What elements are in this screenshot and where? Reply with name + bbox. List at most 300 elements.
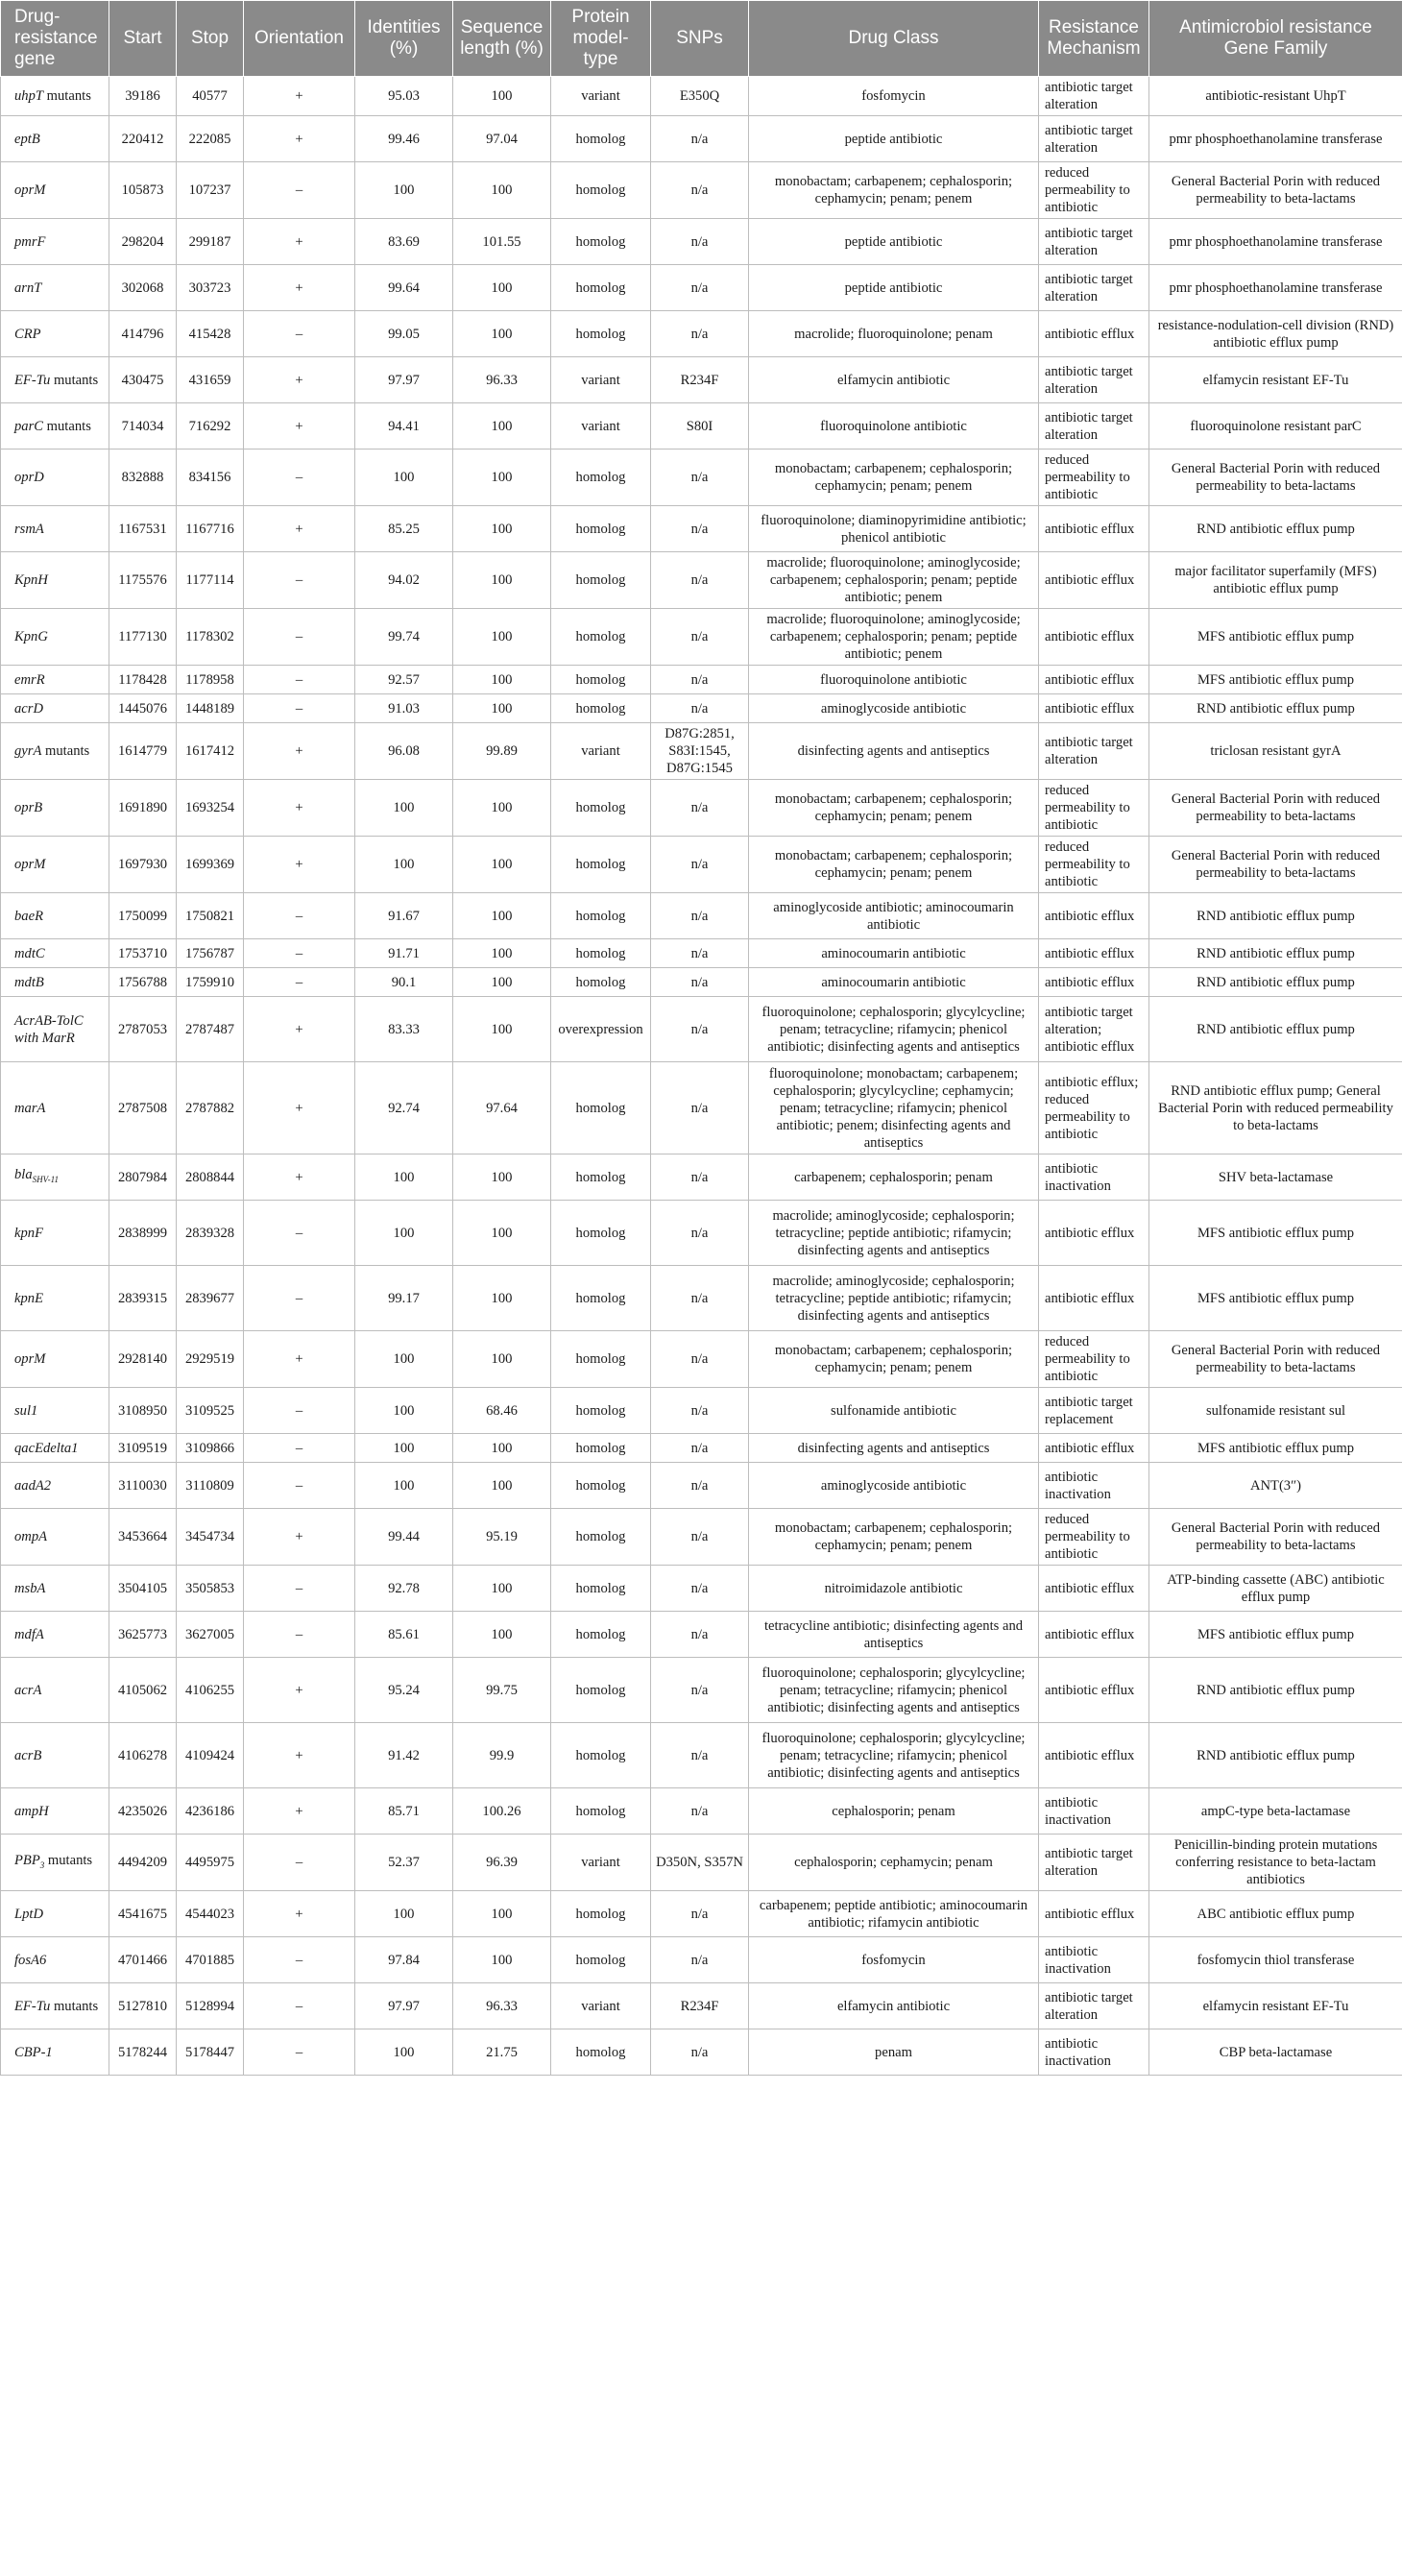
drug-class-cell: macrolide; fluoroquinolone; aminoglycoside; carbapenem; cephalosporin; penam; peptide antibiotic; penem (749, 609, 1039, 666)
orientation-cell: + (244, 1723, 355, 1788)
sequence-length-cell: 101.55 (453, 219, 551, 265)
gene-cell (1, 219, 109, 265)
orientation-cell: + (244, 780, 355, 837)
model-type-cell: homolog (551, 1658, 651, 1723)
model-type-cell: homolog (551, 1612, 651, 1658)
gene-name: KpnG (14, 629, 48, 644)
drug-class-cell: peptide antibiotic (749, 265, 1039, 311)
gene-family-cell: antibiotic-resistant UhpT (1149, 77, 1402, 116)
identities-cell: 95.24 (355, 1658, 453, 1723)
table-row (1, 116, 1402, 162)
mechanism-cell: antibiotic efflux (1039, 1658, 1149, 1723)
model-type-cell: homolog (551, 1509, 651, 1566)
sequence-length-cell: 97.64 (453, 1062, 551, 1154)
identities-cell: 83.33 (355, 997, 453, 1062)
mechanism-cell: antibiotic inactivation (1039, 1463, 1149, 1509)
gene-cell (1, 1434, 109, 1463)
orientation-cell: – (244, 1566, 355, 1612)
start-cell: 1753710 (109, 939, 177, 968)
drug-class-cell: nitroimidazole antibiotic (749, 1566, 1039, 1612)
start-cell: 3504105 (109, 1566, 177, 1612)
gene-cell (1, 1062, 109, 1154)
identities-cell: 99.05 (355, 311, 453, 357)
sequence-length-cell: 100 (453, 837, 551, 893)
identities-cell: 100 (355, 780, 453, 837)
sequence-length-cell: 21.75 (453, 2029, 551, 2076)
drug-class-cell: aminoglycoside antibiotic (749, 694, 1039, 723)
model-type-cell: homolog (551, 1266, 651, 1331)
gene-cell (1, 837, 109, 893)
sequence-length-cell: 100 (453, 1612, 551, 1658)
mechanism-cell: reduced permeability to antibiotic (1039, 450, 1149, 506)
table-row (1, 1788, 1402, 1835)
start-cell: 220412 (109, 116, 177, 162)
gene-cell (1, 1723, 109, 1788)
orientation-cell: – (244, 1434, 355, 1463)
gene-family-cell: General Bacterial Porin with reduced permeability to beta-lactams (1149, 780, 1402, 837)
identities-cell: 90.1 (355, 968, 453, 997)
orientation-cell: – (244, 666, 355, 694)
snps-cell: n/a (651, 265, 749, 311)
table-row (1, 403, 1402, 450)
gene-name: acrD (14, 700, 43, 717)
identities-cell: 91.42 (355, 1723, 453, 1788)
start-cell: 430475 (109, 357, 177, 403)
identities-cell: 91.03 (355, 694, 453, 723)
mechanism-cell: antibiotic efflux (1039, 1266, 1149, 1331)
drug-class-cell: carbapenem; cephalosporin; penam (749, 1154, 1039, 1201)
start-cell: 1175576 (109, 552, 177, 609)
stop-cell: 303723 (177, 265, 244, 311)
snps-cell: n/a (651, 1154, 749, 1201)
start-cell: 5178244 (109, 2029, 177, 2076)
start-cell: 4701466 (109, 1937, 177, 1983)
model-type-cell: homolog (551, 1937, 651, 1983)
gene-cell (1, 666, 109, 694)
start-cell: 2807984 (109, 1154, 177, 1201)
drug-class-cell: tetracycline antibiotic; disinfecting agents and antiseptics (749, 1612, 1039, 1658)
mechanism-cell: antibiotic target alteration (1039, 219, 1149, 265)
drug-class-cell: cephalosporin; cephamycin; penam (749, 1835, 1039, 1891)
model-type-cell: homolog (551, 2029, 651, 2076)
table-row (1, 997, 1402, 1062)
gene-name: ompA (14, 1529, 48, 1544)
snps-cell: n/a (651, 1463, 749, 1509)
sequence-length-cell: 100 (453, 893, 551, 939)
table-row (1, 1566, 1402, 1612)
drug-class-cell: sulfonamide antibiotic (749, 1388, 1039, 1434)
gene-name: bla (14, 1167, 33, 1183)
stop-cell: 1699369 (177, 837, 244, 893)
gene-name: msbA (14, 1580, 46, 1596)
drug-class-cell: macrolide; fluoroquinolone; aminoglycoside; carbapenem; cephalosporin; penam; peptide antibiotic; penem (749, 552, 1039, 609)
snps-cell: n/a (651, 162, 749, 219)
identities-cell: 100 (355, 1154, 453, 1201)
mechanism-cell: antibiotic target alteration (1039, 77, 1149, 116)
drug-class-cell: monobactam; carbapenem; cephalosporin; cephamycin; penam; penem (749, 837, 1039, 893)
drug-class-cell: fluoroquinolone; cephalosporin; glycylcycline; penam; tetracycline; rifamycin; phenicol antibiotic; disinfecting agents and antiseptics (749, 997, 1039, 1062)
snps-cell: n/a (651, 968, 749, 997)
gene-cell (1, 552, 109, 609)
identities-cell: 99.46 (355, 116, 453, 162)
gene-cell (1, 723, 109, 780)
orientation-cell: + (244, 997, 355, 1062)
drug-class-cell: aminocoumarin antibiotic (749, 968, 1039, 997)
sequence-length-cell: 99.89 (453, 723, 551, 780)
start-cell: 302068 (109, 265, 177, 311)
mechanism-cell: antibiotic target alteration; antibiotic efflux (1039, 997, 1149, 1062)
mechanism-cell: reduced permeability to antibiotic (1039, 780, 1149, 837)
identities-cell: 97.97 (355, 1983, 453, 2029)
drug-class-cell: disinfecting agents and antiseptics (749, 1434, 1039, 1463)
stop-cell: 1759910 (177, 968, 244, 997)
sequence-length-cell: 100 (453, 1891, 551, 1937)
stop-cell: 1750821 (177, 893, 244, 939)
snps-cell: R234F (651, 1983, 749, 2029)
snps-cell: n/a (651, 311, 749, 357)
drug-class-cell: aminoglycoside antibiotic (749, 1463, 1039, 1509)
stop-cell: 4106255 (177, 1658, 244, 1723)
snps-cell: n/a (651, 1434, 749, 1463)
gene-name: pmrF (14, 233, 46, 250)
gene-name: mdfA (14, 1626, 44, 1642)
mechanism-cell: antibiotic efflux (1039, 1612, 1149, 1658)
table-row (1, 265, 1402, 311)
model-type-cell: homolog (551, 1788, 651, 1835)
gene-name: qacEdelta1 (14, 1440, 79, 1456)
identities-cell: 99.44 (355, 1509, 453, 1566)
mechanism-cell: antibiotic efflux; reduced permeability to antibiotic (1039, 1062, 1149, 1154)
gene-family-cell: RND antibiotic efflux pump (1149, 1723, 1402, 1788)
start-cell: 1750099 (109, 893, 177, 939)
gene-cell (1, 1388, 109, 1434)
sequence-length-cell: 100 (453, 552, 551, 609)
gene-cell (1, 694, 109, 723)
sequence-length-cell: 100.26 (453, 1788, 551, 1835)
table-row (1, 311, 1402, 357)
gene-cell (1, 311, 109, 357)
sequence-length-cell: 100 (453, 1154, 551, 1201)
mechanism-cell: antibiotic efflux (1039, 939, 1149, 968)
gene-suffix: mutants (43, 88, 91, 104)
start-cell: 2839315 (109, 1266, 177, 1331)
orientation-cell: + (244, 837, 355, 893)
stop-cell: 2839677 (177, 1266, 244, 1331)
stop-cell: 3109525 (177, 1388, 244, 1434)
stop-cell: 716292 (177, 403, 244, 450)
gene-name: parC (14, 418, 44, 434)
table-row (1, 450, 1402, 506)
orientation-cell: + (244, 1154, 355, 1201)
table-row (1, 609, 1402, 666)
identities-cell: 94.41 (355, 403, 453, 450)
table-row (1, 1891, 1402, 1937)
gene-family-cell: pmr phosphoethanolamine transferase (1149, 265, 1402, 311)
start-cell: 3109519 (109, 1434, 177, 1463)
gene-cell (1, 1266, 109, 1331)
gene-cell (1, 997, 109, 1062)
gene-cell (1, 893, 109, 939)
orientation-cell: + (244, 1331, 355, 1388)
sequence-length-cell: 96.39 (453, 1835, 551, 1891)
snps-cell: n/a (651, 1331, 749, 1388)
orientation-cell: – (244, 939, 355, 968)
stop-cell: 5178447 (177, 2029, 244, 2076)
model-type-cell: variant (551, 1983, 651, 2029)
model-type-cell: variant (551, 403, 651, 450)
identities-cell: 92.74 (355, 1062, 453, 1154)
drug-class-cell: fluoroquinolone; diaminopyrimidine antibiotic; phenicol antibiotic (749, 506, 1039, 552)
sequence-length-cell: 100 (453, 506, 551, 552)
gene-name: emrR (14, 671, 45, 688)
snps-cell: n/a (651, 609, 749, 666)
identities-cell: 100 (355, 1891, 453, 1937)
gene-family-cell: General Bacterial Porin with reduced permeability to beta-lactams (1149, 1331, 1402, 1388)
sequence-length-cell: 100 (453, 403, 551, 450)
gene-subscript: SHV-11 (32, 1174, 59, 1184)
gene-cell (1, 506, 109, 552)
stop-cell: 1448189 (177, 694, 244, 723)
mechanism-cell: antibiotic target alteration (1039, 1835, 1149, 1891)
gene-family-cell: RND antibiotic efflux pump (1149, 997, 1402, 1062)
gene-family-cell: RND antibiotic efflux pump; General Bacterial Porin with reduced permeability to beta-lactams (1149, 1062, 1402, 1154)
gene-name: KpnH (14, 572, 48, 588)
drug-class-cell: monobactam; carbapenem; cephalosporin; cephamycin; penam; penem (749, 780, 1039, 837)
identities-cell: 100 (355, 2029, 453, 2076)
sequence-length-cell: 100 (453, 997, 551, 1062)
model-type-cell: homolog (551, 666, 651, 694)
gene-cell (1, 450, 109, 506)
table-row (1, 1835, 1402, 1891)
model-type-cell: homolog (551, 1566, 651, 1612)
gene-name: sul1 (14, 1402, 38, 1419)
identities-cell: 85.61 (355, 1612, 453, 1658)
snps-cell: n/a (651, 2029, 749, 2076)
snps-cell: n/a (651, 997, 749, 1062)
gene-cell (1, 1658, 109, 1723)
model-type-cell: homolog (551, 609, 651, 666)
stop-cell: 1177114 (177, 552, 244, 609)
sequence-length-cell: 96.33 (453, 357, 551, 403)
snps-cell: E350Q (651, 77, 749, 116)
table-row (1, 1062, 1402, 1154)
identities-cell: 94.02 (355, 552, 453, 609)
stop-cell: 415428 (177, 311, 244, 357)
model-type-cell: homolog (551, 968, 651, 997)
gene-family-cell: pmr phosphoethanolamine transferase (1149, 219, 1402, 265)
gene-suffix: mutants (41, 743, 90, 759)
model-type-cell: homolog (551, 1723, 651, 1788)
table-row (1, 694, 1402, 723)
gene-cell (1, 1983, 109, 2029)
stop-cell: 3110809 (177, 1463, 244, 1509)
gene-name: ampH (14, 1803, 49, 1819)
start-cell: 1167531 (109, 506, 177, 552)
gene-family-cell: MFS antibiotic efflux pump (1149, 609, 1402, 666)
snps-cell: n/a (651, 506, 749, 552)
gene-name: oprD (14, 470, 44, 485)
orientation-cell: + (244, 403, 355, 450)
drug-class-cell: peptide antibiotic (749, 116, 1039, 162)
orientation-cell: – (244, 1463, 355, 1509)
mechanism-cell: antibiotic efflux (1039, 609, 1149, 666)
gene-family-cell: RND antibiotic efflux pump (1149, 506, 1402, 552)
gene-suffix: mutants (43, 418, 91, 434)
gene-family-cell: sulfonamide resistant sul (1149, 1388, 1402, 1434)
start-cell: 4235026 (109, 1788, 177, 1835)
identities-cell: 83.69 (355, 219, 453, 265)
gene-name: kpnE (14, 1290, 43, 1306)
header-identities: Identities (%) (355, 1, 453, 77)
orientation-cell: + (244, 723, 355, 780)
snps-cell: n/a (651, 552, 749, 609)
gene-family-cell: MFS antibiotic efflux pump (1149, 666, 1402, 694)
mechanism-cell: antibiotic efflux (1039, 1723, 1149, 1788)
model-type-cell: homolog (551, 1388, 651, 1434)
snps-cell: D87G:2851, S83I:1545, D87G:1545 (651, 723, 749, 780)
start-cell: 1697930 (109, 837, 177, 893)
gene-cell (1, 2029, 109, 2076)
mechanism-cell: antibiotic efflux (1039, 694, 1149, 723)
orientation-cell: + (244, 506, 355, 552)
start-cell: 4494209 (109, 1835, 177, 1891)
gene-cell (1, 1891, 109, 1937)
snps-cell: n/a (651, 1266, 749, 1331)
gene-name: CRP (14, 326, 41, 342)
table-row (1, 162, 1402, 219)
mechanism-cell: antibiotic efflux (1039, 506, 1149, 552)
sequence-length-cell: 68.46 (453, 1388, 551, 1434)
sequence-length-cell: 100 (453, 780, 551, 837)
identities-cell: 100 (355, 1463, 453, 1509)
gene-cell (1, 1331, 109, 1388)
orientation-cell: – (244, 450, 355, 506)
snps-cell: n/a (651, 893, 749, 939)
stop-cell: 834156 (177, 450, 244, 506)
drug-class-cell: disinfecting agents and antiseptics (749, 723, 1039, 780)
model-type-cell: homolog (551, 450, 651, 506)
sequence-length-cell: 100 (453, 1566, 551, 1612)
snps-cell: n/a (651, 1723, 749, 1788)
sequence-length-cell: 100 (453, 450, 551, 506)
mechanism-cell: antibiotic target alteration (1039, 357, 1149, 403)
start-cell: 1178428 (109, 666, 177, 694)
mechanism-cell: antibiotic efflux (1039, 311, 1149, 357)
identities-cell: 100 (355, 1434, 453, 1463)
drug-class-cell: elfamycin antibiotic (749, 357, 1039, 403)
stop-cell: 4236186 (177, 1788, 244, 1835)
stop-cell: 1756787 (177, 939, 244, 968)
table-row (1, 1937, 1402, 1983)
sequence-length-cell: 100 (453, 162, 551, 219)
drug-class-cell: monobactam; carbapenem; cephalosporin; cephamycin; penam; penem (749, 1331, 1039, 1388)
gene-family-cell: ampC-type beta-lactamase (1149, 1788, 1402, 1835)
gene-cell (1, 1835, 109, 1891)
gene-family-cell: ABC antibiotic efflux pump (1149, 1891, 1402, 1937)
table-row (1, 1266, 1402, 1331)
stop-cell: 2839328 (177, 1201, 244, 1266)
gene-family-cell: fluoroquinolone resistant parC (1149, 403, 1402, 450)
gene-family-cell: RND antibiotic efflux pump (1149, 968, 1402, 997)
snps-cell: n/a (651, 1201, 749, 1266)
snps-cell: n/a (651, 939, 749, 968)
mechanism-cell: reduced permeability to antibiotic (1039, 1509, 1149, 1566)
header-gene: Drug-resistance gene (1, 1, 109, 77)
mechanism-cell: antibiotic inactivation (1039, 1937, 1149, 1983)
snps-cell: n/a (651, 219, 749, 265)
gene-name: LptD (14, 1906, 44, 1922)
table-row (1, 77, 1402, 116)
identities-cell: 96.08 (355, 723, 453, 780)
header-model-type: Protein model-type (551, 1, 651, 77)
stop-cell: 4109424 (177, 1723, 244, 1788)
model-type-cell: homolog (551, 219, 651, 265)
mechanism-cell: antibiotic inactivation (1039, 1788, 1149, 1835)
mechanism-cell: antibiotic inactivation (1039, 1154, 1149, 1201)
gene-name: oprB (14, 800, 43, 815)
snps-cell: n/a (651, 1388, 749, 1434)
orientation-cell: + (244, 219, 355, 265)
drug-class-cell: fluoroquinolone; cephalosporin; glycylcycline; penam; tetracycline; rifamycin; phenicol antibiotic; disinfecting agents and antiseptics (749, 1723, 1039, 1788)
stop-cell: 1178958 (177, 666, 244, 694)
sequence-length-cell: 100 (453, 666, 551, 694)
stop-cell: 2929519 (177, 1331, 244, 1388)
gene-name: kpnF (14, 1225, 43, 1241)
gene-name: aadA2 (14, 1477, 52, 1494)
model-type-cell: homolog (551, 162, 651, 219)
gene-name: PBP (14, 1852, 40, 1868)
orientation-cell: – (244, 1266, 355, 1331)
stop-cell: 4544023 (177, 1891, 244, 1937)
start-cell: 2838999 (109, 1201, 177, 1266)
table-row (1, 1509, 1402, 1566)
gene-family-cell: RND antibiotic efflux pump (1149, 694, 1402, 723)
gene-family-cell: elfamycin resistant EF-Tu (1149, 1983, 1402, 2029)
gene-cell (1, 1937, 109, 1983)
gene-name: oprM (14, 182, 46, 198)
gene-family-cell: triclosan resistant gyrA (1149, 723, 1402, 780)
stop-cell: 431659 (177, 357, 244, 403)
gene-family-cell: elfamycin resistant EF-Tu (1149, 357, 1402, 403)
mechanism-cell: antibiotic target replacement (1039, 1388, 1149, 1434)
orientation-cell: – (244, 162, 355, 219)
header-gene-family: Antimicrobiol resistance Gene Family (1149, 1, 1402, 77)
snps-cell: n/a (651, 1891, 749, 1937)
orientation-cell: – (244, 893, 355, 939)
mechanism-cell: antibiotic efflux (1039, 666, 1149, 694)
mechanism-cell: reduced permeability to antibiotic (1039, 1331, 1149, 1388)
sequence-length-cell: 95.19 (453, 1509, 551, 1566)
drug-class-cell: penam (749, 2029, 1039, 2076)
gene-family-cell: MFS antibiotic efflux pump (1149, 1612, 1402, 1658)
orientation-cell: + (244, 77, 355, 116)
sequence-length-cell: 100 (453, 694, 551, 723)
model-type-cell: homolog (551, 1434, 651, 1463)
gene-name: mdtC (14, 945, 45, 961)
gene-family-cell: RND antibiotic efflux pump (1149, 893, 1402, 939)
identities-cell: 52.37 (355, 1835, 453, 1891)
model-type-cell: homolog (551, 1891, 651, 1937)
sequence-length-cell: 99.75 (453, 1658, 551, 1723)
gene-subscript: 3 (39, 1859, 45, 1870)
model-type-cell: homolog (551, 837, 651, 893)
gene-name: EF-Tu (14, 1998, 51, 2014)
sequence-length-cell: 100 (453, 1201, 551, 1266)
gene-cell (1, 1566, 109, 1612)
gene-family-cell: CBP beta-lactamase (1149, 2029, 1402, 2076)
mechanism-cell: antibiotic target alteration (1039, 265, 1149, 311)
stop-cell: 107237 (177, 162, 244, 219)
